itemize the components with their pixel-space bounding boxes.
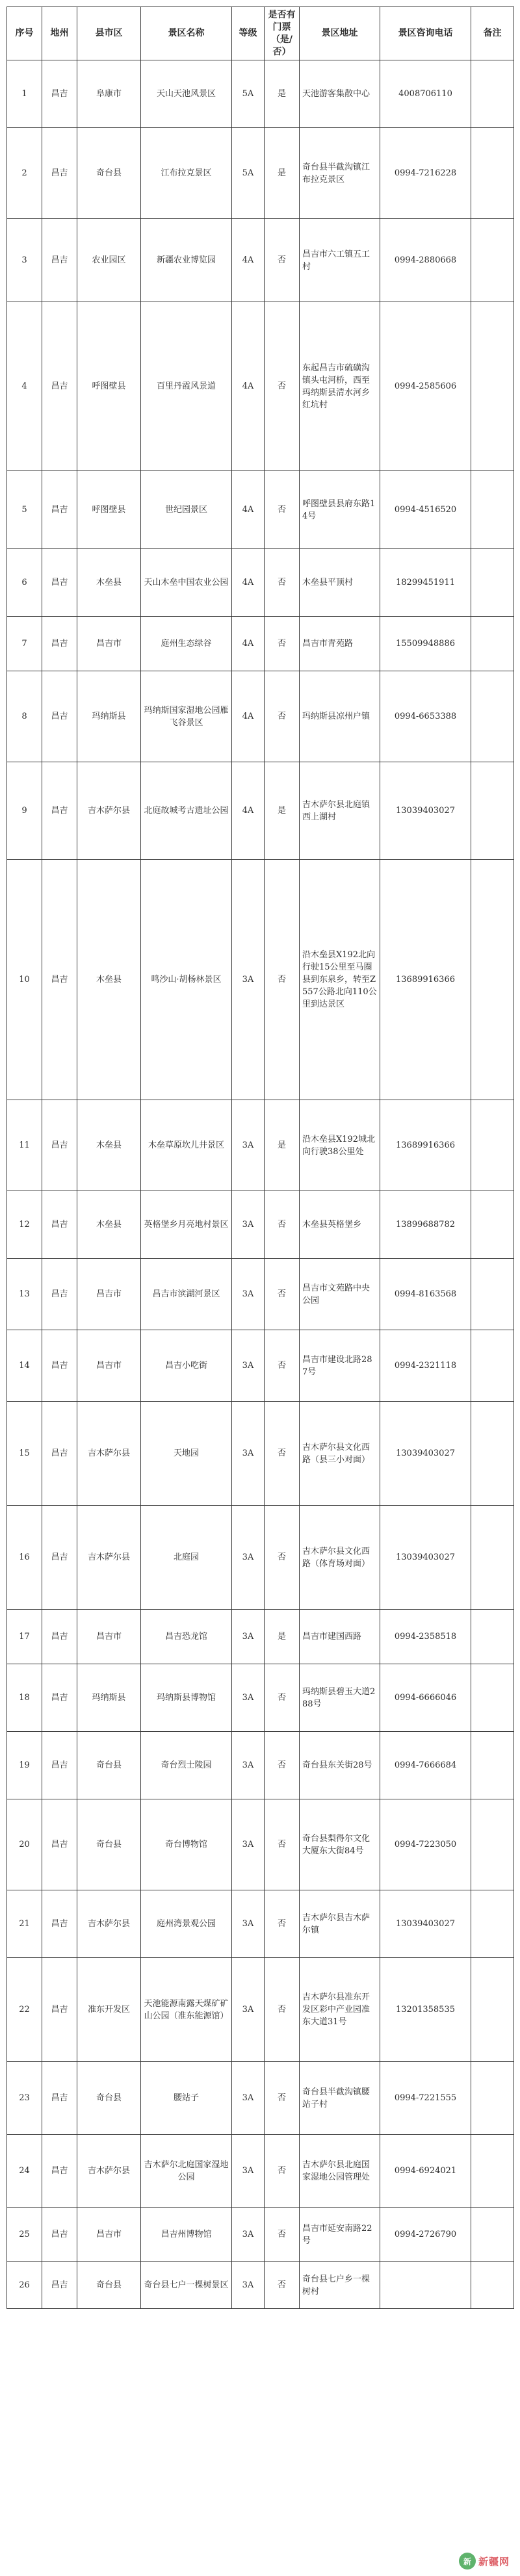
table-cell: 3 [7,219,42,302]
table-cell: 昌吉 [42,60,77,128]
table-cell: 13899688782 [380,1191,471,1259]
table-cell: 11 [7,1100,42,1191]
table-cell: 3A [232,1664,265,1732]
table-cell: 新疆农业博览园 [141,219,232,302]
table-cell: 昌吉市建国西路 [300,1610,380,1664]
table-cell: 昌吉 [42,219,77,302]
table-cell: 木垒县 [77,1100,141,1191]
table-cell: 否 [265,1890,300,1958]
table-cell: 3A [232,1890,265,1958]
table-cell: 13689916366 [380,1100,471,1191]
header-cell: 序号 [7,7,42,60]
table-cell: 天山木垒中国农业公园 [141,549,232,617]
table-cell: 3A [232,1506,265,1610]
table-cell: 吉木萨尔县 [77,1402,141,1506]
table-cell: 昌吉市 [77,1610,141,1664]
table-cell: 吉木萨尔县 [77,762,141,860]
table-cell: 昌吉 [42,762,77,860]
table-row [7,2062,514,2135]
table-cell: 准东开发区 [77,1958,141,2062]
table-cell: 0994-7216228 [380,128,471,219]
table-cell: 否 [265,1506,300,1610]
table-cell: 3A [232,1732,265,1799]
table-cell: 吉木萨尔县北庭镇西上湖村 [300,762,380,860]
table-cell [471,2262,514,2309]
table-row [7,1799,514,1890]
table-cell: 13039403027 [380,1506,471,1610]
table-cell: 昌吉 [42,1330,77,1402]
table-cell [471,302,514,471]
table-cell: 吉木萨尔县北庭国家湿地公园管理处 [300,2135,380,2208]
table-cell: 世纪园景区 [141,471,232,549]
table-cell: 0994-6653388 [380,671,471,762]
table-row [7,671,514,762]
table-cell [471,617,514,671]
table-cell: 否 [265,302,300,471]
table-cell: 昌吉 [42,2135,77,2208]
header-cell: 等级 [232,7,265,60]
table-cell: 昌吉 [42,1402,77,1506]
table-row [7,1664,514,1732]
table-cell: 昌吉州博物馆 [141,2208,232,2262]
table-cell: 天山天池风景区 [141,60,232,128]
table-cell: 9 [7,762,42,860]
table-cell: 0994-7223050 [380,1799,471,1890]
table-cell: 4A [232,471,265,549]
table-cell [380,2262,471,2309]
table-cell: 奇台博物馆 [141,1799,232,1890]
table-cell: 农业园区 [77,219,141,302]
table-cell: 昌吉 [42,2062,77,2135]
scenic-spots-table [6,6,514,2309]
table-cell: 百里丹霞风景道 [141,302,232,471]
table-cell: 3A [232,1958,265,2062]
table-cell: 0994-7221555 [380,2062,471,2135]
watermark-text: 新疆网 [478,2555,510,2568]
table-cell: 昌吉 [42,617,77,671]
table-cell: 否 [265,671,300,762]
table-cell: 是 [265,762,300,860]
table-cell: 5A [232,60,265,128]
table-cell [471,1191,514,1259]
table-cell: 昌吉 [42,2262,77,2309]
table-cell: 昌吉 [42,1664,77,1732]
table-cell: 3A [232,1402,265,1506]
table-cell: 木垒县 [77,1191,141,1259]
table-cell: 否 [265,2135,300,2208]
table-cell [471,1610,514,1664]
table-cell: 昌吉市延安南路22号 [300,2208,380,2262]
table-cell: 奇台县 [77,1732,141,1799]
table-cell: 昌吉市 [77,617,141,671]
table-cell: 24 [7,2135,42,2208]
table-cell [471,1402,514,1506]
table-cell: 天池游客集散中心 [300,60,380,128]
table-cell: 奇台县 [77,2262,141,2309]
table-cell: 25 [7,2208,42,2262]
table-cell: 北庭园 [141,1506,232,1610]
table-cell: 0994-2321118 [380,1330,471,1402]
table-cell: 昌吉 [42,549,77,617]
table-cell: 昌吉 [42,1958,77,2062]
table-cell: 呼图壁县 [77,471,141,549]
table-cell: 木垒县 [77,549,141,617]
table-cell: 否 [265,219,300,302]
table-cell: 昌吉 [42,471,77,549]
table-cell: 21 [7,1890,42,1958]
table-cell: 天池能源南露天煤矿矿山公园（准东能源馆） [141,1958,232,2062]
table-cell: 7 [7,617,42,671]
table-cell: 否 [265,1799,300,1890]
table-row [7,1330,514,1402]
table-cell: 天地园 [141,1402,232,1506]
table-cell: 8 [7,671,42,762]
table-cell: 3A [232,1330,265,1402]
table-cell: 昌吉市滨湖河景区 [141,1259,232,1330]
table-cell: 18 [7,1664,42,1732]
table-cell: 否 [265,1191,300,1259]
table-cell: 3A [232,1259,265,1330]
table-cell: 庭州湾景观公园 [141,1890,232,1958]
table-cell: 1 [7,60,42,128]
table-cell: 26 [7,2262,42,2309]
table-row [7,2262,514,2309]
table-cell: 否 [265,2208,300,2262]
table-cell: 12 [7,1191,42,1259]
table-cell: 4A [232,549,265,617]
table-row [7,1958,514,2062]
table-row [7,1610,514,1664]
table-cell: 吉木萨尔县 [77,1890,141,1958]
table-cell: 4A [232,617,265,671]
table-cell: 3A [232,1610,265,1664]
table-cell: 玛纳斯县 [77,671,141,762]
table-cell: 23 [7,2062,42,2135]
table-cell: 呼图壁县 [77,302,141,471]
table-cell: 昌吉 [42,128,77,219]
table-cell: 0994-2358518 [380,1610,471,1664]
table-cell: 呼图壁县县府东路14号 [300,471,380,549]
table-cell [471,549,514,617]
header-cell: 景区咨询电话 [380,7,471,60]
table-cell [471,1330,514,1402]
table-cell [471,2135,514,2208]
table-cell: 3A [232,2208,265,2262]
table-cell: 19 [7,1732,42,1799]
table-cell: 昌吉小吃街 [141,1330,232,1402]
table-cell: 奇台县 [77,128,141,219]
table-cell [471,1799,514,1890]
table-cell: 否 [265,1259,300,1330]
table-cell: 木垒草原坎儿井景区 [141,1100,232,1191]
table-cell: 4A [232,302,265,471]
table-cell: 玛纳斯县碧玉大道288号 [300,1664,380,1732]
table-row [7,2208,514,2262]
table-cell: 奇台县梨得尔文化大厦东大街84号 [300,1799,380,1890]
table-cell: 0994-8163568 [380,1259,471,1330]
header-cell: 是否有门票（是/否） [265,7,300,60]
table-cell: 5A [232,128,265,219]
table-cell: 鸣沙山·胡杨林景区 [141,860,232,1100]
table-cell [471,1958,514,2062]
table-row [7,860,514,1100]
table-row [7,1890,514,1958]
table-row [7,1259,514,1330]
table-cell [471,860,514,1100]
table-cell: 木垒县 [77,860,141,1100]
table-cell: 3A [232,2062,265,2135]
table-cell: 江布拉克景区 [141,128,232,219]
table-cell: 吉木萨尔北庭国家湿地公园 [141,2135,232,2208]
table-cell [471,1259,514,1330]
table-cell: 3A [232,860,265,1100]
table-cell: 0994-6666046 [380,1664,471,1732]
table-cell: 13201358535 [380,1958,471,2062]
table-cell [471,60,514,128]
table-cell: 沿木垒县X192北向行驶15公里至马圈县到东泉乡，转至Z557公路北向110公里到达景区 [300,860,380,1100]
table-cell: 昌吉 [42,1259,77,1330]
table-cell: 昌吉市六工镇五工村 [300,219,380,302]
table-row [7,128,514,219]
table-cell: 昌吉 [42,2208,77,2262]
table-cell: 6 [7,549,42,617]
table-cell: 昌吉市文苑路中央公园 [300,1259,380,1330]
table-row [7,1100,514,1191]
table-cell: 吉木萨尔县准东开发区彩中产业园准东大道31号 [300,1958,380,2062]
table-cell: 4A [232,762,265,860]
table-cell: 否 [265,2062,300,2135]
table-cell: 13039403027 [380,1402,471,1506]
table-cell: 4A [232,219,265,302]
table-cell [471,671,514,762]
table-cell: 玛纳斯国家湿地公园雁飞谷景区 [141,671,232,762]
table-cell: 3A [232,2262,265,2309]
table-cell: 3A [232,1191,265,1259]
table-cell: 北庭故城考古遗址公园 [141,762,232,860]
table-cell: 昌吉 [42,1799,77,1890]
table-cell: 15 [7,1402,42,1506]
table-cell: 否 [265,617,300,671]
table-cell: 吉木萨尔县文化西路（县三小对面） [300,1402,380,1506]
table-cell: 昌吉 [42,1732,77,1799]
table-cell: 阜康市 [77,60,141,128]
table-cell: 17 [7,1610,42,1664]
table-cell [471,1732,514,1799]
table-cell: 13039403027 [380,1890,471,1958]
table-cell: 15509948886 [380,617,471,671]
table-cell: 英格堡乡月亮地村景区 [141,1191,232,1259]
table-row [7,617,514,671]
table-cell: 昌吉市 [77,1259,141,1330]
table-cell [471,2062,514,2135]
table-cell: 3A [232,2135,265,2208]
table-cell: 否 [265,1402,300,1506]
table-cell: 昌吉市 [77,2208,141,2262]
table-cell: 3A [232,1100,265,1191]
table-row [7,549,514,617]
table-cell: 3A [232,1799,265,1890]
table-cell: 2 [7,128,42,219]
table-cell: 奇台县 [77,1799,141,1890]
table-cell: 奇台县七户乡一棵树村 [300,2262,380,2309]
header-cell: 县市区 [77,7,141,60]
table-cell: 4 [7,302,42,471]
site-watermark [459,2553,510,2570]
table-cell: 14 [7,1330,42,1402]
table-cell: 奇台烈士陵园 [141,1732,232,1799]
table-cell: 奇台县七户一棵树景区 [141,2262,232,2309]
table-cell [471,2208,514,2262]
table-cell [471,471,514,549]
table-cell: 是 [265,1100,300,1191]
scenic-spots-table-page [6,6,514,2570]
table-cell: 昌吉 [42,1100,77,1191]
table-row [7,1191,514,1259]
table-cell [471,1664,514,1732]
table-cell: 0994-4516520 [380,471,471,549]
table-cell: 0994-7666684 [380,1732,471,1799]
table-row [7,1402,514,1506]
table-cell: 0994-2726790 [380,2208,471,2262]
table-row [7,302,514,471]
table-cell: 昌吉市青苑路 [300,617,380,671]
table-cell: 庭州生态绿谷 [141,617,232,671]
table-cell: 否 [265,1330,300,1402]
watermark-logo-icon: 新 [459,2553,476,2570]
table-cell: 20 [7,1799,42,1890]
table-cell [471,1100,514,1191]
table-cell: 昌吉市建设北路287号 [300,1330,380,1402]
table-cell: 奇台县半截沟镇江布拉克景区 [300,128,380,219]
table-cell: 0994-2880668 [380,219,471,302]
table-cell: 昌吉市 [77,1330,141,1402]
table-cell: 昌吉 [42,1506,77,1610]
table-row [7,1732,514,1799]
table-cell: 沿木垒县X192城北向行驶38公里处 [300,1100,380,1191]
header-cell: 景区地址 [300,7,380,60]
table-cell [471,762,514,860]
table-cell: 0994-6924021 [380,2135,471,2208]
table-cell: 否 [265,1664,300,1732]
table-cell: 10 [7,860,42,1100]
table-cell: 奇台县东关街28号 [300,1732,380,1799]
table-row [7,60,514,128]
header-cell: 地州 [42,7,77,60]
table-cell: 木垒县平顶村 [300,549,380,617]
table-cell [471,128,514,219]
table-cell: 4A [232,671,265,762]
table-cell: 13039403027 [380,762,471,860]
table-cell [471,1506,514,1610]
table-cell: 腰站子 [141,2062,232,2135]
table-cell: 玛纳斯县 [77,1664,141,1732]
table-cell: 玛纳斯县凉州户镇 [300,671,380,762]
header-cell: 备注 [471,7,514,60]
table-row [7,1506,514,1610]
table-cell: 是 [265,60,300,128]
header-cell: 景区名称 [141,7,232,60]
table-cell: 昌吉 [42,302,77,471]
table-cell [471,219,514,302]
table-cell: 0994-2585606 [380,302,471,471]
table-cell: 吉木萨尔县 [77,1506,141,1610]
table-cell: 奇台县 [77,2062,141,2135]
table-cell: 吉木萨尔县 [77,2135,141,2208]
table-row [7,2135,514,2208]
table-cell: 玛纳斯县博物馆 [141,1664,232,1732]
table-cell: 13 [7,1259,42,1330]
table-cell: 东起昌吉市硫磺沟镇头屯河桥，西至玛纳斯县清水河乡红坑村 [300,302,380,471]
table-cell: 16 [7,1506,42,1610]
table-cell: 昌吉恐龙馆 [141,1610,232,1664]
table-cell: 22 [7,1958,42,2062]
table-cell: 昌吉 [42,1890,77,1958]
table-cell: 否 [265,2262,300,2309]
table-cell [471,1890,514,1958]
table-cell: 否 [265,860,300,1100]
table-cell: 4008706110 [380,60,471,128]
table-cell: 是 [265,1610,300,1664]
table-cell: 昌吉 [42,1610,77,1664]
header-row [7,7,514,60]
table-cell: 13689916366 [380,860,471,1100]
table-cell: 否 [265,471,300,549]
table-row [7,471,514,549]
table-cell: 否 [265,1958,300,2062]
table-cell: 否 [265,549,300,617]
table-row [7,762,514,860]
table-row [7,219,514,302]
table-cell: 18299451911 [380,549,471,617]
table-cell: 吉木萨尔县吉木萨尔镇 [300,1890,380,1958]
table-cell: 是 [265,128,300,219]
table-cell: 昌吉 [42,860,77,1100]
table-cell: 奇台县半截沟镇腰站子村 [300,2062,380,2135]
table-cell: 否 [265,1732,300,1799]
table-cell: 昌吉 [42,1191,77,1259]
table-cell: 昌吉 [42,671,77,762]
table-cell: 5 [7,471,42,549]
table-cell: 木垒县英格堡乡 [300,1191,380,1259]
table-cell: 吉木萨尔县文化西路（体育场对面） [300,1506,380,1610]
